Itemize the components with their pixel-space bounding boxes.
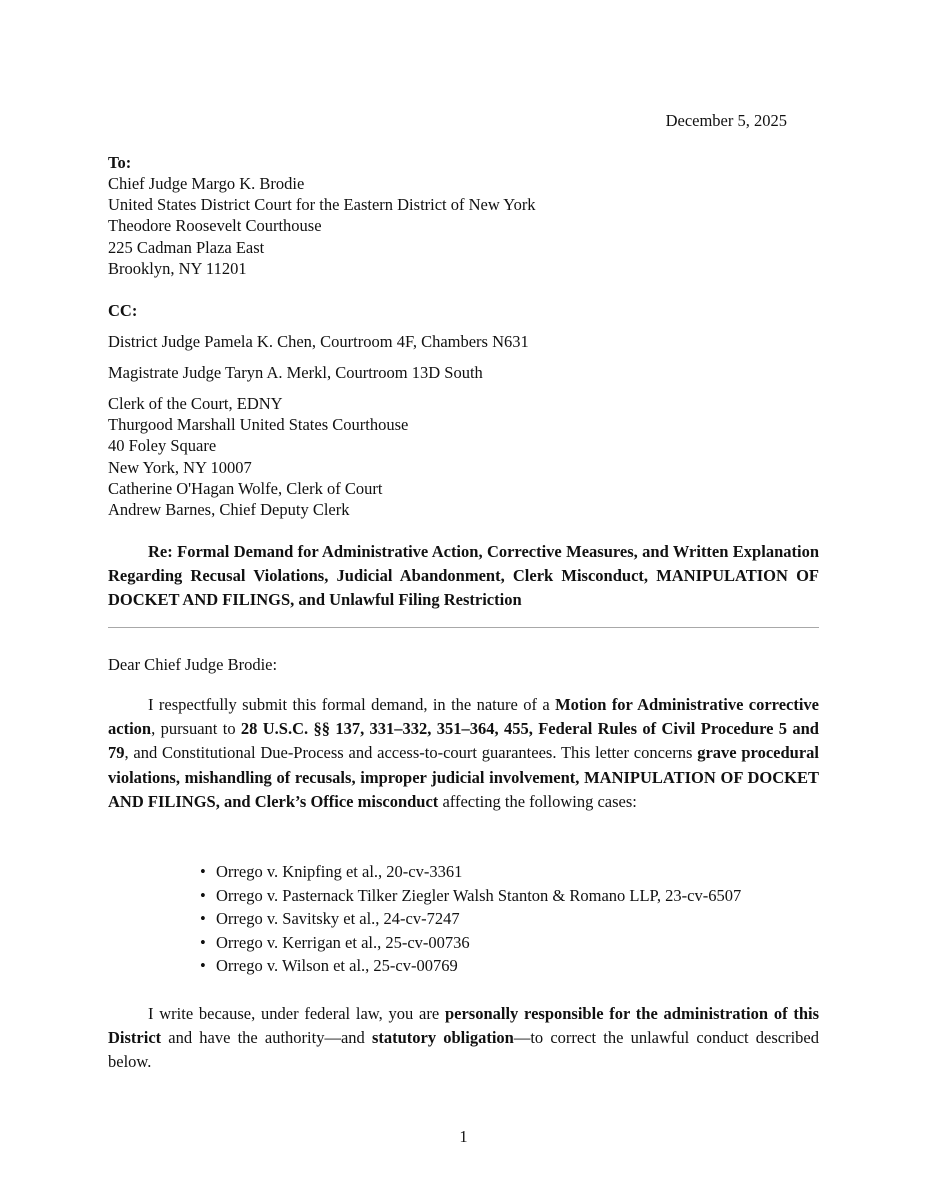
to-heading: To: [108, 153, 132, 172]
cc-line: Catherine O'Hagan Wolfe, Clerk of Court [108, 478, 383, 498]
para2-text: —to correct the unlawful conduct described below. [108, 1028, 819, 1072]
list-item [200, 954, 741, 978]
page-number: 1 [459, 1127, 468, 1146]
bullet-icon: • [200, 932, 206, 952]
to-line: Brooklyn, NY 11201 [108, 258, 247, 278]
case-name: Orrego v. Knipfing et al., 20-cv-3361 [216, 862, 463, 881]
cc-line: Andrew Barnes, Chief Deputy Clerk [108, 500, 350, 520]
re-text: Re: Formal Demand for Administrative Action, Corrective Measures, and Written Explanation Regarding Recusal Violations, Judicial Abandonment, Clerk Misconduct, MANIPULATION OF DOCKET AND FILINGS, and Unlawful Filing Restriction [108, 542, 819, 609]
para2-bold: statutory obligation [371, 1028, 514, 1048]
salutation [108, 654, 819, 675]
to-line: Chief Judge Margo K. Brodie [108, 174, 305, 193]
list-item [200, 931, 741, 955]
paragraph-responsibility [108, 1002, 819, 1075]
to-line: 225 Cadman Plaza East [108, 237, 265, 257]
re-subject [108, 540, 819, 612]
bullet-icon: • [200, 862, 206, 881]
cc-line: 40 Foley Square [108, 436, 217, 456]
para2-bold: personally responsible for the administration of this District [108, 1004, 820, 1048]
para1-text: , pursuant to [151, 719, 241, 739]
list-item [200, 907, 741, 931]
case-name: Orrego v. Pasternack Tilker Ziegler Walsh Stanton & Romano LLP, 23-cv-6507 [216, 885, 742, 905]
case-name: Orrego v. Kerrigan et al., 25-cv-00736 [216, 932, 470, 952]
case-list [200, 860, 741, 978]
para1-text: I respectfully submit this formal demand, in the nature of a [148, 695, 556, 714]
cc-judge-merkl [108, 362, 819, 383]
salutation-text: Dear Chief Judge Brodie: [108, 655, 278, 674]
cc-line: New York, NY 10007 [108, 457, 252, 477]
divider [108, 627, 819, 628]
cc-line: Magistrate Judge Taryn A. Merkl, Courtroom 13D South [108, 363, 483, 382]
to-line: United States District Court for the Eastern District of New York [108, 195, 536, 215]
para1-bold: 28 U.S.C. §§ 137, 331–332, 351–364, 455, Federal Rules of Civil Procedure 5 and 79 [108, 719, 819, 763]
cc-line: Clerk of the Court, EDNY [108, 394, 283, 413]
para2-text: and have the authority—and [161, 1028, 372, 1048]
cc-heading: CC: [108, 301, 138, 320]
cc-line: Thurgood Marshall United States Courthouse [108, 415, 409, 435]
bullet-icon: • [200, 885, 206, 905]
para1-text: , and Constitutional Due-Process and access-to-court guarantees. This letter concerns [124, 743, 698, 763]
to-line: Theodore Roosevelt Courthouse [108, 216, 322, 236]
para2-text: I write because, under federal law, you are [148, 1004, 445, 1023]
cc-judge-chen [108, 331, 819, 352]
letter-date: December 5, 2025 [665, 111, 787, 130]
bullet-icon: • [200, 956, 206, 976]
list-item [200, 884, 741, 908]
bullet-icon: • [200, 909, 206, 929]
case-name: Orrego v. Wilson et al., 25-cv-00769 [216, 956, 458, 976]
cc-line: District Judge Pamela K. Chen, Courtroom 4F, Chambers N631 [108, 332, 529, 351]
to-block [108, 152, 819, 279]
para1-bold: grave procedural violations, mishandling of recusals, improper judicial involvement, MANIPULATION OF DOCKET AND FILINGS, and Clerk’s Office misconduct [108, 743, 819, 811]
para1-text: affecting the following cases: [438, 791, 637, 811]
list-item [200, 860, 741, 884]
paragraph-intro [108, 693, 819, 814]
cc-clerk-block [108, 393, 819, 520]
case-name: Orrego v. Savitsky et al., 24-cv-7247 [216, 909, 460, 929]
para1-bold: Motion for Administrative corrective action [108, 695, 820, 739]
cc-block [108, 300, 819, 321]
